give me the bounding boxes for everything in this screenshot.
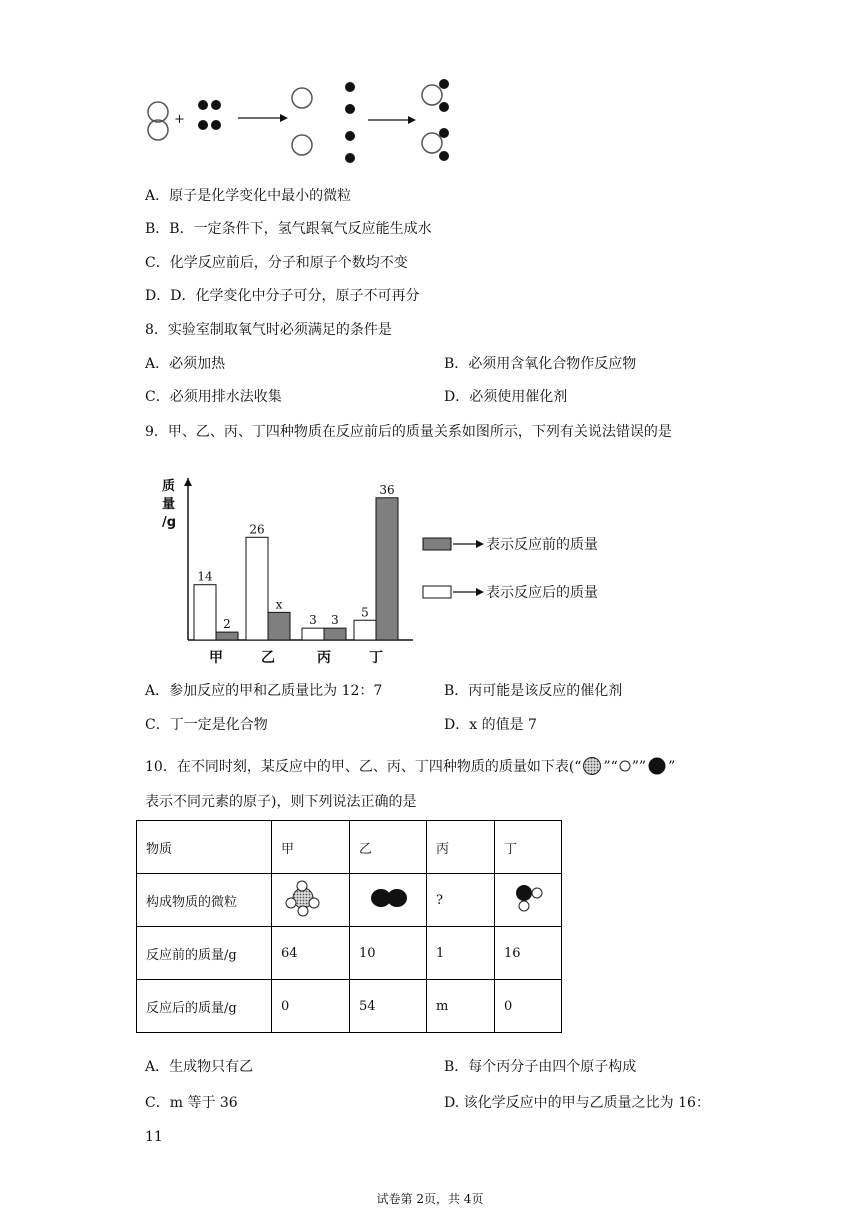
bar-value-label: 36 xyxy=(379,482,395,497)
bar-value-label: 14 xyxy=(197,569,213,584)
table-cell: 构成物质的微粒 xyxy=(137,874,272,927)
white-atom-icon xyxy=(618,759,632,773)
table-cell: ? xyxy=(427,874,495,927)
molecule-ding-icon xyxy=(504,878,554,918)
bar-value-label: 3 xyxy=(331,613,339,628)
molecule-jia-icon xyxy=(281,878,341,918)
y-axis-arrow xyxy=(184,478,192,486)
bar xyxy=(354,620,376,640)
q10-table xyxy=(136,820,562,1033)
q9-option-a: A．参加反应的甲和乙质量比为 12：7 xyxy=(145,683,383,699)
bar xyxy=(268,612,290,640)
q10-option-b: B．每个丙分子由四个原子构成 xyxy=(444,1059,637,1075)
bar-value-label: 26 xyxy=(249,522,265,537)
q8-stem: 8．实验室制取氧气时必须满足的条件是 xyxy=(145,322,392,338)
q9-bar-chart xyxy=(150,460,630,670)
q7-option-c: C．化学反应前后，分子和原子个数均不变 xyxy=(145,255,408,271)
table-cell: 1 xyxy=(427,927,495,980)
q10-stem-line1: 10．在不同时刻，某反应中的甲、乙、丙、丁四种物质的质量如下表(“ ”“ ”” ” xyxy=(145,759,676,775)
table-cell: 甲 xyxy=(272,821,350,874)
black-atom-icon xyxy=(646,757,668,775)
y-axis-label: 质 xyxy=(162,479,176,494)
bar-value-label: x xyxy=(275,597,283,612)
category-label: 乙 xyxy=(261,650,275,666)
table-cell: 丙 xyxy=(427,821,495,874)
q10-option-c: C．m 等于 36 xyxy=(145,1095,238,1111)
category-label: 丁 xyxy=(369,650,383,666)
q8-option-b: B．必须用含氧化合物作反应物 xyxy=(444,356,637,372)
table-cell xyxy=(272,874,350,927)
table-cell xyxy=(495,874,562,927)
bar xyxy=(194,585,216,640)
molecule-yi-icon xyxy=(359,878,419,918)
bar-value-label: 2 xyxy=(223,617,231,632)
q10-stem-line2: 表示不同元素的原子)，则下列说法正确的是 xyxy=(145,794,417,810)
bar xyxy=(246,537,268,640)
bar xyxy=(216,632,238,640)
table-cell: 10 xyxy=(350,927,427,980)
table-cell: 0 xyxy=(495,980,562,1033)
q10-option-d: D. 该化学反应中的甲与乙质量之比为 16： xyxy=(444,1095,710,1111)
q9-option-b: B．丙可能是该反应的催化剂 xyxy=(444,683,623,699)
table-cell: m xyxy=(427,980,495,1033)
legend-label: 表示反应前的质量 xyxy=(486,537,598,553)
table-row xyxy=(137,874,562,927)
category-label: 甲 xyxy=(209,650,223,666)
table-row xyxy=(137,821,562,874)
q10-option-d-wrap: 11 xyxy=(145,1129,163,1145)
q7-option-d: D．D．化学变化中分子可分，原子不可再分 xyxy=(145,288,420,304)
q9-option-d: D．x 的值是 7 xyxy=(444,717,537,733)
y-axis-label: /g xyxy=(162,515,177,530)
bar xyxy=(302,628,324,640)
q10-option-a: A．生成物只有乙 xyxy=(145,1059,254,1075)
table-cell: 物质 xyxy=(137,821,272,874)
table-row xyxy=(137,980,562,1033)
q7-option-b: B．B．一定条件下，氢气跟氧气反应能生成水 xyxy=(145,221,432,237)
table-row xyxy=(137,927,562,980)
hatched-atom-icon xyxy=(581,757,603,775)
table-cell xyxy=(350,874,427,927)
table-cell: 0 xyxy=(272,980,350,1033)
table-cell: 丁 xyxy=(495,821,562,874)
legend-swatch xyxy=(423,538,451,550)
legend-arrowhead xyxy=(476,588,484,596)
bar-value-label: 3 xyxy=(309,613,317,628)
category-label: 丙 xyxy=(317,650,331,666)
legend-label: 表示反应后的质量 xyxy=(486,585,598,601)
y-axis-label: 量 xyxy=(162,497,176,512)
q8-option-a: A．必须加热 xyxy=(145,356,226,372)
bar xyxy=(376,498,398,640)
bar-value-label: 5 xyxy=(361,605,369,620)
table-cell: 54 xyxy=(350,980,427,1033)
q8-option-c: C．必须用排水法收集 xyxy=(145,389,282,405)
table-cell: 乙 xyxy=(350,821,427,874)
legend-swatch xyxy=(423,586,451,598)
q8-option-d: D．必须使用催化剂 xyxy=(444,389,568,405)
q9-option-c: C．丁一定是化合物 xyxy=(145,717,268,733)
plus-sign: + xyxy=(174,112,185,127)
table-cell: 反应前的质量/g xyxy=(137,927,272,980)
table-cell: 64 xyxy=(272,927,350,980)
q7-option-a: A．原子是化学变化中最小的微粒 xyxy=(145,188,352,204)
legend-arrowhead xyxy=(476,540,484,548)
page-footer: 试卷第 2页，共 4页 xyxy=(376,1192,484,1206)
q9-stem: 9．甲、乙、丙、丁四种物质在反应前后的质量关系如图所示，下列有关说法错误的是 xyxy=(145,424,672,440)
bar xyxy=(324,628,346,640)
table-cell: 反应后的质量/g xyxy=(137,980,272,1033)
reaction-diagram xyxy=(140,78,460,170)
table-cell: 16 xyxy=(495,927,562,980)
